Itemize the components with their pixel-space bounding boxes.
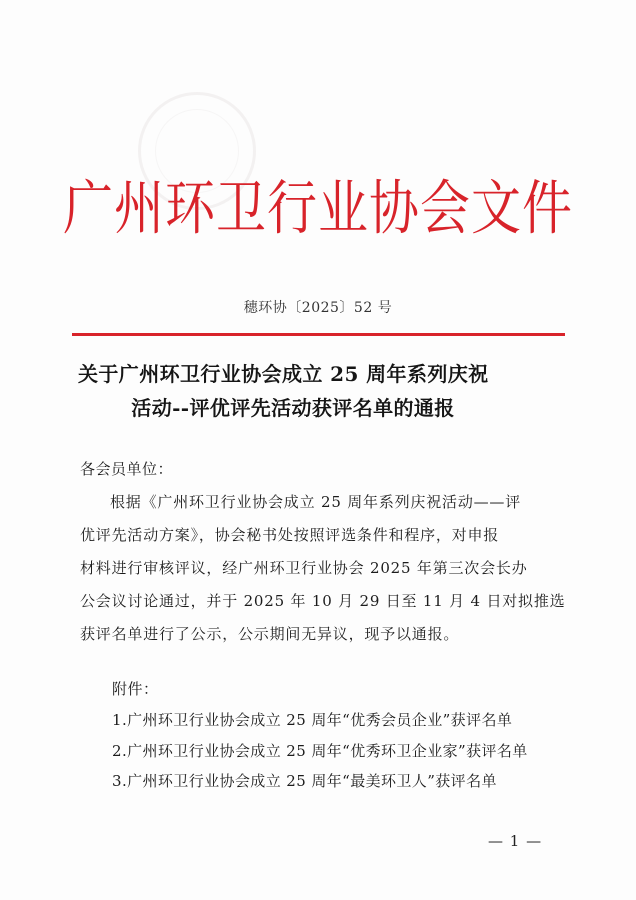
body-line: 优评先活动方案》，协会秘书处按照评选条件和程序，对申报 [80,526,500,544]
addressee: 各会员单位： [80,460,174,478]
body-line: 根据《广州环卫行业协会成立 25 周年系列庆祝活动——评 [110,493,522,511]
notice-title-line-2: 活动--评优评先活动获评名单的通报 [131,396,455,420]
notice-title [78,357,568,425]
org-header-title: 广州环卫行业协会文件 [63,174,573,243]
notice-body [80,486,566,651]
body-line: 获评名单进行了公示，公示期间无异议，现予以通报。 [80,625,460,643]
document-number: 穗环协〔2025〕52 号 [243,300,393,316]
attachment-item: 2.广州环卫行业协会成立 25 周年“优秀环卫企业家”获评名单 [112,741,528,760]
body-line: 公会议讨论通过，并于 2025 年 10 月 29 日至 11 月 4 日对拟推选 [80,592,566,610]
red-divider-line [72,333,565,336]
attachments-list [112,705,572,797]
attachment-item: 1.广州环卫行业协会成立 25 周年“优秀会员企业”获评名单 [112,711,513,729]
body-line: 材料进行审核评议，经广州环卫行业协会 2025 年第三次会长办 [80,559,528,577]
attachments-label: 附件： [112,680,159,698]
notice-title-line-1: 关于广州环卫行业协会成立 25 周年系列庆祝 [78,362,489,386]
attachment-item: 3.广州环卫行业协会成立 25 周年“最美环卫人”获评名单 [112,772,497,790]
page-number: — 1 — [488,832,543,850]
